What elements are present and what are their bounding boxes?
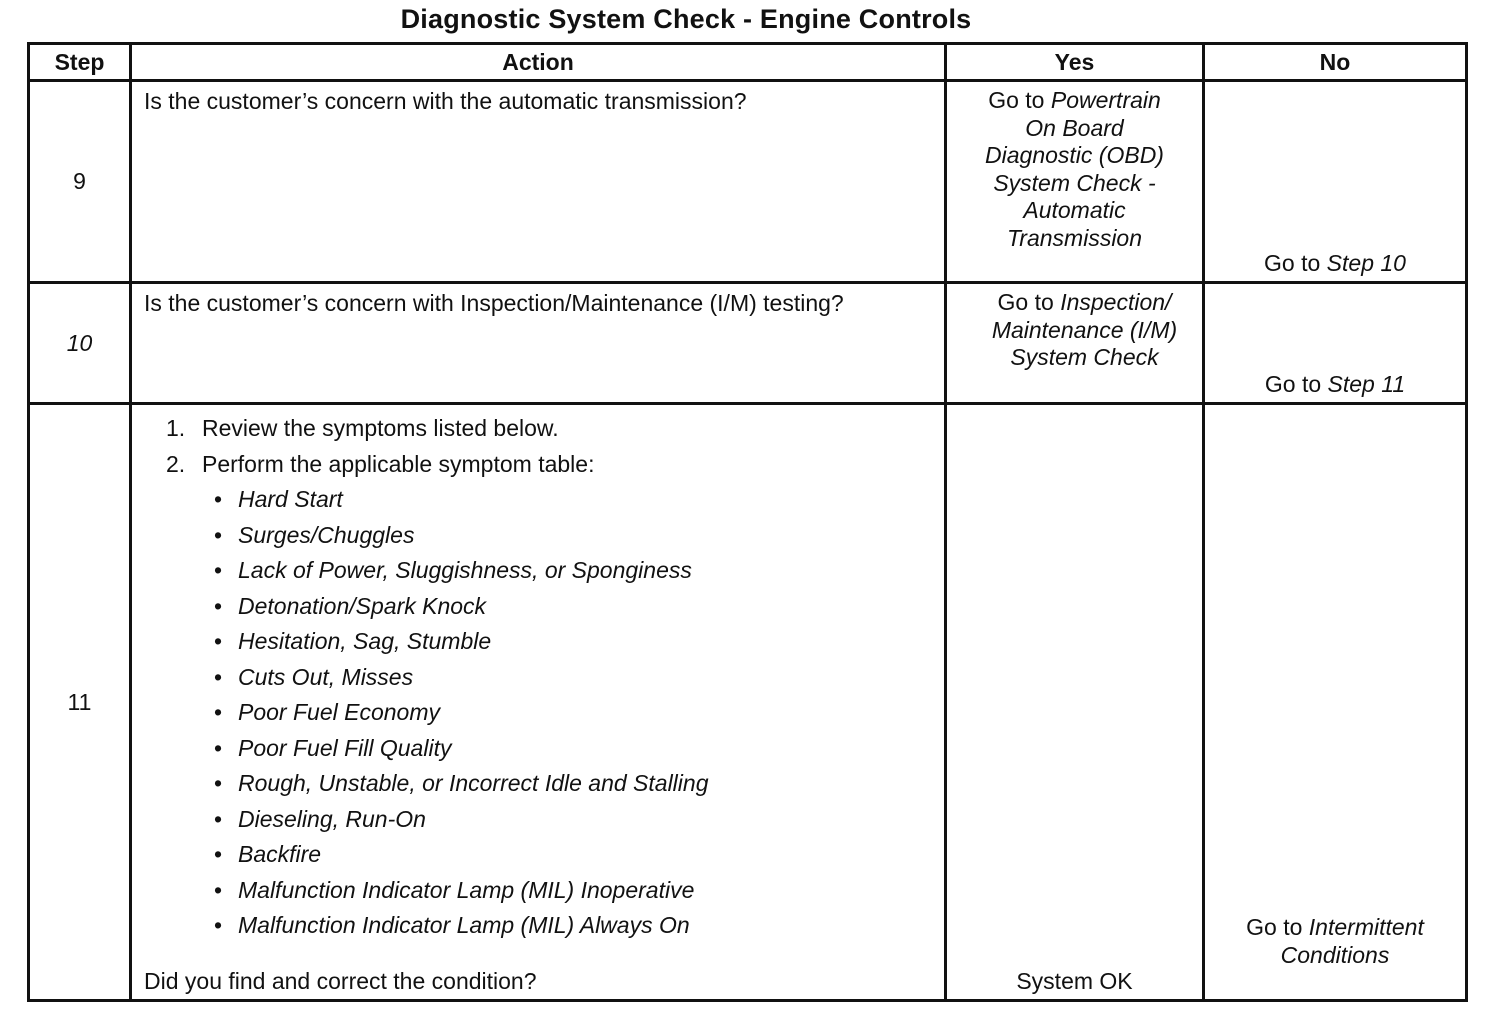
diagnostic-table [27,42,1468,1002]
symptom-link[interactable]: Lack of Power, Sluggishness, or Sponginess [238,557,692,583]
symptom-link[interactable]: Malfunction Indicator Lamp (MIL) Always On [238,912,690,938]
symptom-list [166,482,944,944]
bullet-icon: • [214,699,223,725]
symptom-item [202,553,944,589]
symptom-item [202,802,944,838]
symptom-item [202,837,944,873]
symptom-item [202,766,944,802]
instruction-list [132,405,944,944]
bullet-icon: • [214,912,223,938]
yes-prefix: Go to [997,289,1054,315]
symptom-link[interactable]: Hard Start [238,486,343,512]
no-cell [1204,404,1467,1001]
table-row-step-10 [29,283,1467,404]
yes-prefix: Go to [988,87,1045,113]
instruction-number: 2. [166,450,186,477]
step-number: 9 [29,81,131,283]
bullet-icon: • [214,557,223,583]
no-instruction [1205,249,1465,277]
instruction-text: Perform the applicable symptom table: [202,450,595,477]
no-prefix: Go to [1264,250,1321,276]
yes-reference-link[interactable]: Inspection/ Maintenance (I/M) System Check [991,289,1178,370]
symptom-item [202,731,944,767]
symptom-link[interactable]: Detonation/Spark Knock [238,592,487,619]
action-cell [131,283,946,404]
symptom-item [202,589,944,625]
instruction-item [166,411,944,447]
document-title: Diagnostic System Check - Engine Controls [400,4,972,34]
bullet-icon: • [214,521,223,548]
symptom-link[interactable]: Backfire [238,841,322,867]
yes-cell [946,283,1204,404]
bullet-icon: • [214,770,223,796]
table-row-step-9 [29,81,1467,283]
no-prefix: Go to [1246,914,1303,940]
header-no: No [1204,44,1467,81]
action-cell [131,404,946,1001]
bullet-icon: • [214,841,223,867]
yes-instruction [947,284,1202,372]
step-number: 11 [29,404,131,1001]
symptom-item [202,482,944,518]
action-question: Did you find and correct the condition? [144,968,537,994]
step-number: 10 [29,283,131,404]
action-question: Is the customer’s concern with the automatic transmission? [144,88,747,114]
yes-result: System OK [1016,968,1133,994]
symptom-item [202,873,944,909]
header-action: Action [131,44,946,81]
symptom-link[interactable]: Rough, Unstable, or Incorrect Idle and Stalling [238,770,709,796]
symptom-item [202,518,944,554]
action-cell [131,81,946,283]
header-row [29,44,1467,81]
table-row-step-11 [29,404,1467,1001]
symptom-link[interactable]: Poor Fuel Fill Quality [238,734,452,761]
bullet-icon: • [214,486,223,512]
action-question: Is the customer’s concern with Inspection/Maintenance (I/M) testing? [144,290,844,316]
no-reference-link[interactable]: Intermittent Conditions [1280,914,1424,968]
symptom-link[interactable]: Surges/Chuggles [238,521,415,548]
bullet-icon: • [214,805,223,832]
header-yes: Yes [946,44,1204,81]
symptom-link[interactable]: Hesitation, Sag, Stumble [238,628,492,654]
no-cell [1204,81,1467,283]
symptom-item [202,695,944,731]
bullet-icon: • [214,663,223,690]
no-prefix: Go to [1264,371,1322,397]
yes-instruction [947,82,1202,252]
symptom-item [202,624,944,660]
header-step: Step [29,44,131,81]
yes-cell [946,81,1204,283]
bullet-icon: • [214,734,223,761]
instruction-number: 1. [166,415,186,441]
no-cell [1204,283,1467,404]
bullet-icon: • [214,876,223,903]
no-instruction [1205,370,1465,398]
instruction-item [166,447,944,944]
no-reference-link[interactable]: Step 11 [1327,371,1406,397]
symptom-link[interactable]: Cuts Out, Misses [238,663,414,690]
yes-reference-link[interactable]: Powertrain On Board Diagnostic (OBD) System Check - Automatic Transmission [985,87,1164,251]
instruction-text: Review the symptoms listed below. [202,415,559,441]
symptom-item [202,908,944,944]
yes-cell [946,404,1204,1001]
symptom-link[interactable]: Poor Fuel Economy [238,699,440,725]
symptom-link[interactable]: Malfunction Indicator Lamp (MIL) Inoperative [238,876,695,903]
symptom-item [202,660,944,696]
bullet-icon: • [214,628,223,654]
bullet-icon: • [214,592,223,619]
symptom-link[interactable]: Dieseling, Run-On [238,805,426,832]
no-reference-link[interactable]: Step 10 [1326,250,1406,276]
no-instruction [1205,913,1465,969]
